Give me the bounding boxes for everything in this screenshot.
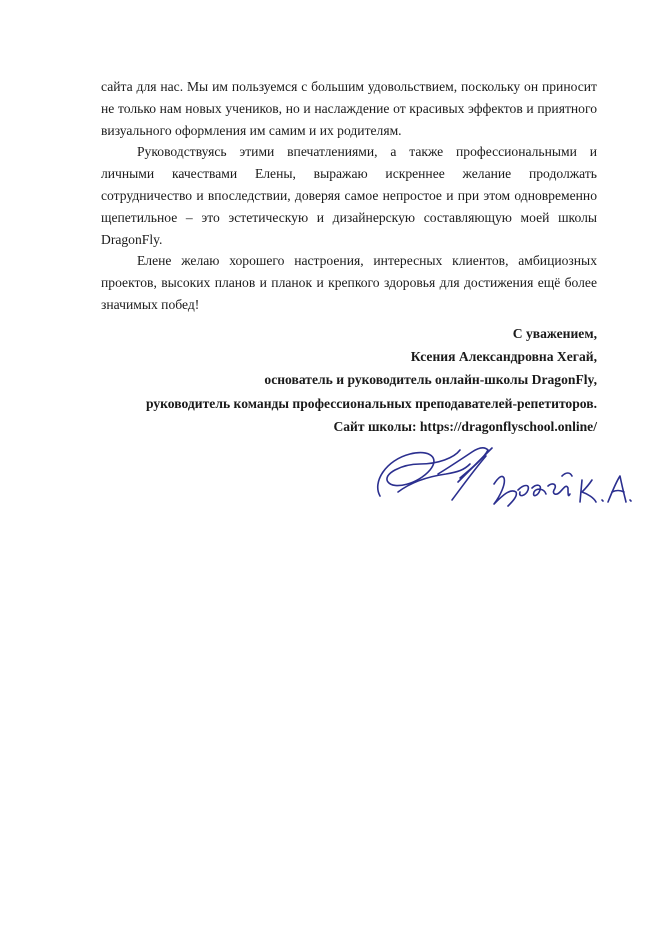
signer-role-team-lead: руководитель команды профессиональных преподавателей-репетиторов. <box>145 395 597 411</box>
letter-body <box>101 76 597 316</box>
school-website: Сайт школы: https://dragonflyschool.online/ <box>333 418 597 434</box>
handwritten-signature <box>368 430 638 530</box>
closing-line: С уважением, <box>512 326 597 341</box>
signature-block <box>146 322 597 438</box>
paragraph-continuation: сайта для нас. Мы им пользуемся с большим удовольствием, поскольку он приносит не только нам новых учеников, но и наслаждение от красивых эффектов и приятного визуального оформления им самим и их родителям. <box>101 79 597 138</box>
signer-role-founder: основатель и руководитель онлайн-школы DragonFly, <box>264 372 597 388</box>
paragraph-wishes: Елене желаю хорошего настроения, интересных клиентов, амбициозных проектов, высоких планов и планок и крепкого здоровья для достижения ещё более значимых побед! <box>101 253 597 312</box>
paragraph-cooperation: Руководствуясь этими впечатлениями, а также профессиональными и личными качествами Елены, выражаю искреннее желание продолжать сотрудничество и впоследствии, доверяя самое непростое и при этом одновременно щепетильное – это эстетическую и дизайнерскую составляющую моей школы DragonFly. <box>101 144 597 247</box>
signer-name: Ксения Александровна Хегай, <box>410 349 597 365</box>
